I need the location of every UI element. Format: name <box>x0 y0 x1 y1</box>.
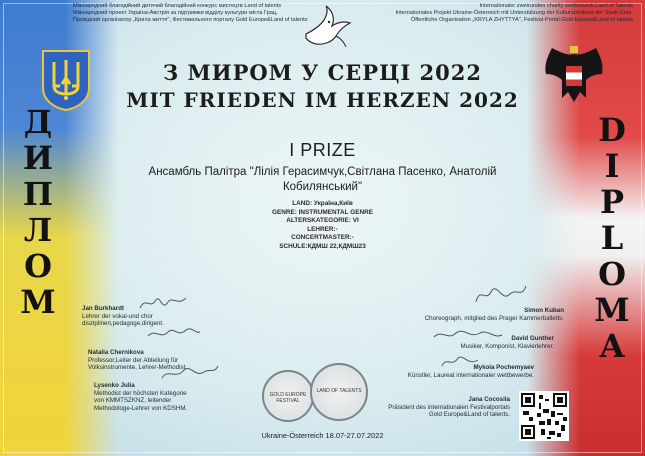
land-of-talents-seal <box>310 363 368 421</box>
signature-kuban <box>472 282 528 308</box>
jury-name: Mykola Pochemyaev <box>473 364 534 371</box>
diploma-letter: A <box>599 327 625 365</box>
ensemble-name: Ансамбль Палітра "Лілія Герасимчук,Світлана Пасенко, Анатолій Кобилянський" <box>148 166 497 193</box>
diploma-vertical-title <box>586 112 638 364</box>
dove-icon <box>300 4 354 50</box>
diploma-letter: D <box>598 111 626 149</box>
jury-simon-kuban <box>380 307 564 322</box>
jury-name: David Gunther <box>511 335 554 342</box>
signature-chernikova <box>146 322 202 344</box>
jury-name: Lysenko Julia <box>94 382 135 389</box>
jury-role: Methodologe-Lehrer von KDSHM. <box>94 404 188 412</box>
jury-name: Jan Burkhardt <box>82 305 124 312</box>
diplom-letter: И <box>22 139 54 177</box>
diploma-letter: P <box>599 183 625 221</box>
header-left-line: Міжнародний проект Україна-Австрія за підтримки відділу культури міста Грац, <box>73 10 278 16</box>
jury-role: Musiker, Komponist, Klavierlehrer. <box>460 342 554 350</box>
diplom-letter: Л <box>23 211 53 249</box>
jury-role: Volksinstrumente, Lehrer-Methodist. <box>88 364 188 372</box>
seal-text: GOLD EUROPE FESTIVAL <box>269 392 307 404</box>
header-left-organizers <box>73 3 313 24</box>
header-right-line: Internationales Projekt Ukraine-Österreich mit Unterstützung der Kulturabteilung der Stadt Graz, <box>395 10 633 16</box>
qr-code-icon <box>519 391 569 441</box>
jury-role: Gold Europe&Land of talents. <box>428 411 510 419</box>
jury-lysenko-julia <box>94 382 187 412</box>
header-left-line: Провідний організатор „Крила життя", Фестивального порталу Gold Europe&Land of talents <box>73 17 308 23</box>
jury-name: Jana Cocosila <box>468 396 510 403</box>
diplom-vertical-title <box>12 104 64 320</box>
jury-david-gunther <box>380 335 554 350</box>
jury-role: Professor,Leiter der Abteilung für <box>88 356 179 364</box>
jury-role: disziplinen,pedagoge,dirigent. <box>82 320 164 328</box>
signature-burkhardt <box>138 292 188 314</box>
jury-role: Künstler, Laureat internationaler wettbewerbe. <box>407 371 534 379</box>
participant-info <box>200 200 445 252</box>
info-genre: GENRE: INSTRUMENTAL GENRE <box>272 208 373 216</box>
diplom-letter: Д <box>23 103 53 141</box>
jury-mykola-pochemyaev <box>360 364 534 379</box>
jury-role: Methodist der höchsten Kategorie <box>94 389 187 397</box>
austria-eagle-icon <box>538 40 610 112</box>
signature-julia <box>160 360 220 384</box>
title-german: MIT FRIEDEN IM HERZEN 2022 <box>126 88 519 112</box>
diploma-letter: O <box>598 255 626 293</box>
diploma-letter: I <box>604 147 620 185</box>
diploma-letter: L <box>600 219 624 257</box>
header-right-line: Öffentliche Organisation „KRYLA ZHYTTYA", Festival-Portal Gold Europe&Land of talents <box>410 17 633 23</box>
title-ukrainian: З МИРОМ У СЕРЦІ 2022 <box>163 60 482 85</box>
header-right-organizers <box>383 3 633 24</box>
diplom-letter: О <box>24 247 52 285</box>
jury-role: Lehrer der vokal-und chor <box>82 312 153 320</box>
seal-text: LAND OF TALENTS <box>316 388 362 394</box>
info-concertmaster: CONCERTMASTER:- <box>291 234 354 242</box>
jury-name: Simon Kuban <box>524 307 564 314</box>
jury-role: Choreograph, mitglied des Prager Kammerballetts. <box>424 314 564 322</box>
diplom-letter: П <box>22 175 54 213</box>
info-age-category: ALTERSKATEGORIE: VI <box>286 217 359 225</box>
prize-title: I PRIZE <box>289 140 356 160</box>
info-land: LAND: Україна,Київ <box>292 200 353 207</box>
header-right-line: Internationaler zweirunden charity wettbewerb Land of Talents <box>479 3 633 9</box>
jury-role: Präsident des internationalen Festivalportals <box>388 403 510 411</box>
gold-europe-seal <box>262 370 314 422</box>
info-teacher: LEHRER:- <box>307 225 338 233</box>
jury-role: von KMMTSZKNZ, leitender <box>94 397 172 405</box>
diplom-letter: М <box>20 283 56 321</box>
footer-date: Ukraine-Österreich 18.07-27.07.2022 <box>261 431 384 440</box>
jury-name: Natalia Chernikova <box>88 349 144 356</box>
header-left-line: Міжнародний благодійний дитячий благодійний конкурс мистецтв Land of talents <box>73 3 282 9</box>
info-school: SCHULE:КДМШ 22,КДМШ23 <box>279 242 366 250</box>
diploma-letter: M <box>594 291 630 329</box>
